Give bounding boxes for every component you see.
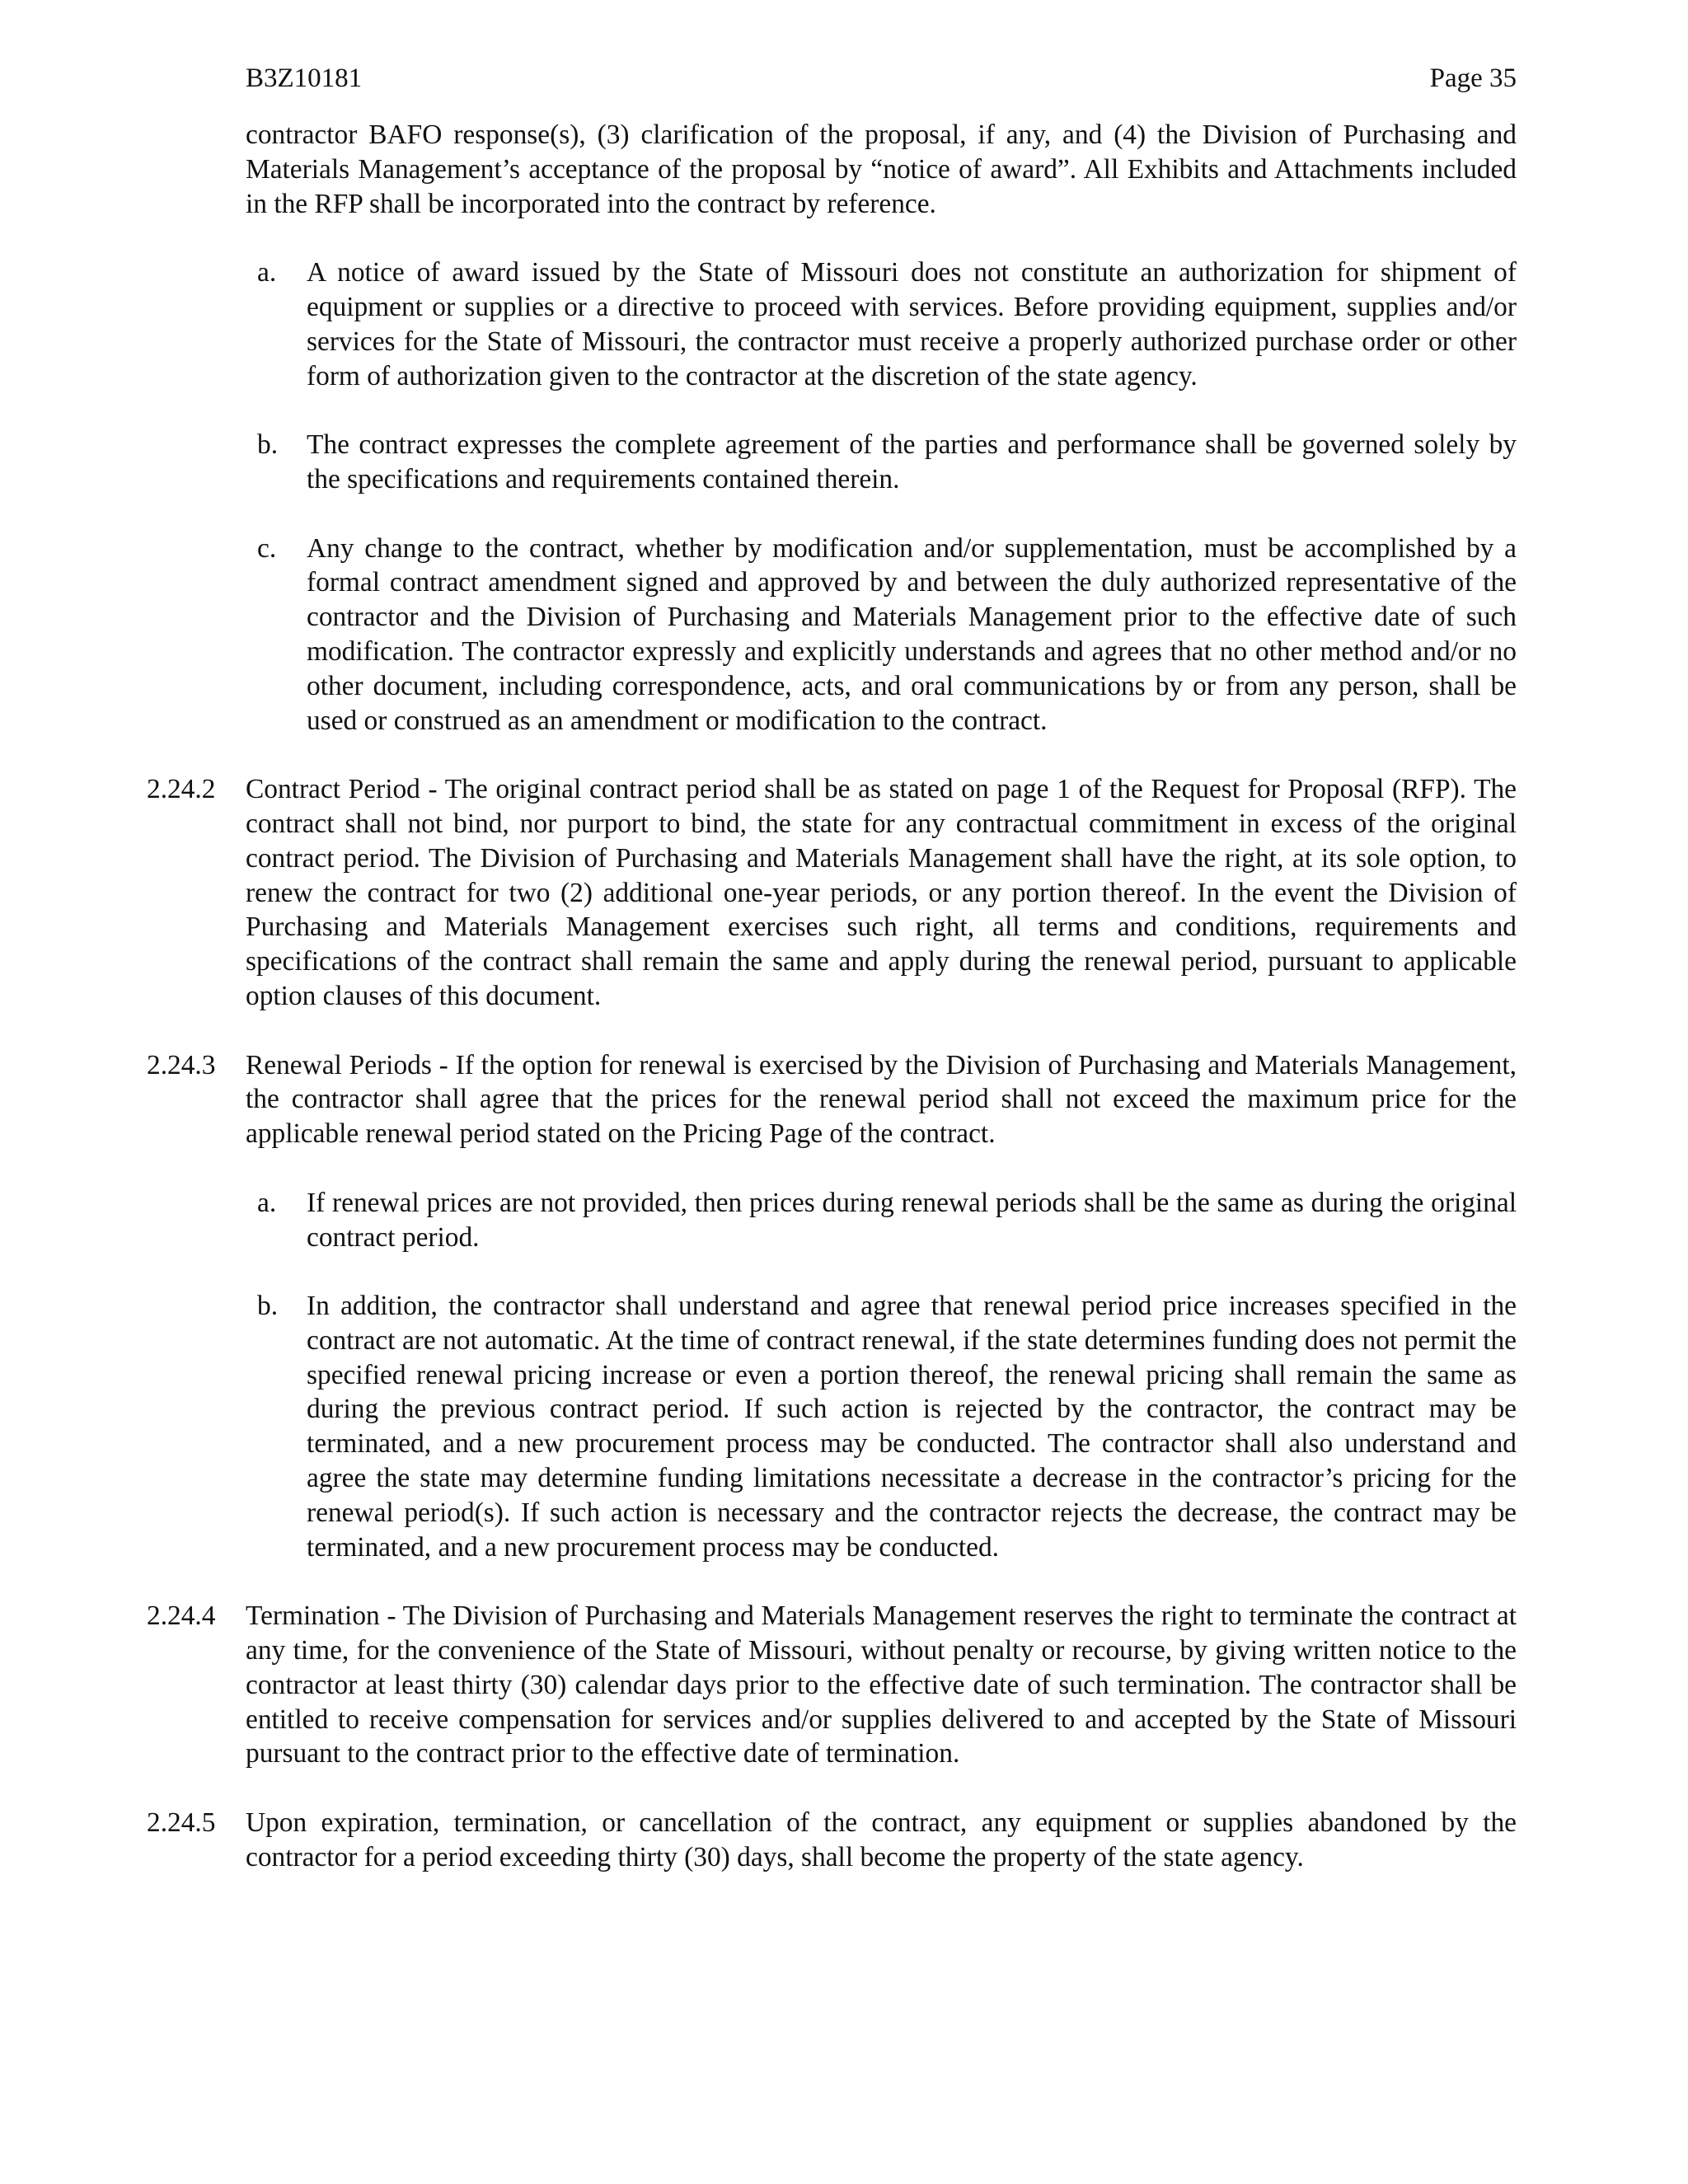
document-body	[0, 118, 1688, 1875]
section-text: Termination - The Division of Purchasing and Materials Management reserves the right to terminate the contract at any time, for the convenience of the State of Missouri, without penalty or recourse, by giving written notice to the contractor at least thirty (30) calendar days prior to the effective date of such termination. The contractor shall be entitled to receive compensation for services and/or supplies delivered to and accepted by the State of Missouri pursuant to the contract prior to the effective date of termination.	[246, 1601, 1517, 1769]
list-item-letter: b.	[257, 429, 279, 461]
section-number: 2.24.3	[147, 1049, 216, 1080]
section-2-24-2	[147, 772, 1517, 1014]
list-item-letter: a.	[257, 1187, 277, 1218]
list-item-text: Any change to the contract, whether by modification and/or supplementation, must be accomplished by a formal contract amendment signed and approved by and between the duly authorized representative of the contractor and the Division of Purchasing and Materials Management prior to the effective date of such modification. The contractor expressly and explicitly understands and agrees that no other method and/or no other document, including correspondence, acts, and oral communications by or from any person, shall be used or construed as an amendment or modification to the contract.	[307, 532, 1517, 736]
section-number: 2.24.5	[147, 1807, 216, 1839]
list-item-text: If renewal prices are not provided, then prices during renewal periods shall be the same as during the original contract period.	[307, 1187, 1517, 1253]
section-2-24-4	[147, 1599, 1517, 1771]
section-text: Upon expiration, termination, or cancellation of the contract, any equipment or supplies abandoned by the contractor for a period exceeding thirty (30) days, shall become the property of the state agency.	[246, 1807, 1517, 1872]
list-item	[257, 255, 1517, 393]
list-item-letter: c.	[257, 532, 277, 564]
list-item	[257, 1186, 1517, 1255]
list-item-letter: a.	[257, 257, 277, 288]
section-text: Contract Period - The original contract period shall be as stated on page 1 of the Request for Proposal (RFP). The contract shall not bind, nor purport to bind, the state for any contractual commitment in excess of the original contract period. The Division of Purchasing and Materials Management shall have the right, at its sole option, to renew the contract for two (2) additional one-year periods, or any portion thereof. In the event the Division of Purchasing and Materials Management exercises such right, all terms and conditions, requirements and specifications of the contract shall remain the same and apply during the renewal period, pursuant to applicable option clauses of this document.	[246, 774, 1517, 1011]
page-number: Page 35	[1429, 63, 1517, 93]
section-text: Renewal Periods - If the option for renewal is exercised by the Division of Purchasing and Materials Management, the contractor shall agree that the prices for the renewal period shall not exceed the maximum price for the applicable renewal period stated on the Pricing Page of the contract.	[246, 1049, 1517, 1150]
section-number: 2.24.4	[147, 1601, 216, 1632]
list-item-text: In addition, the contractor shall understand and agree that renewal period price increases specified in the contract are not automatic. At the time of contract renewal, if the state determines funding does not permit the specified renewal pricing increase or even a portion thereof, the renewal pricing shall remain the same as during the previous contract period. If such action is rejected by the contractor, the contract may be terminated, and a new procurement process may be conducted. The contractor shall also understand and agree the state may determine funding limitations necessitate a decrease in the contractor’s pricing for the renewal period(s). If such action is necessary and the contractor rejects the decrease, the contract may be terminated, and a new procurement process may be conducted.	[307, 1291, 1517, 1563]
document-id: B3Z10181	[246, 63, 363, 93]
intro-paragraph: contractor BAFO response(s), (3) clarification of the proposal, if any, and (4) the Division of Purchasing and Materials Management’s acceptance of the proposal by “notice of award”. All Exhibits and Attachments included in the RFP shall be incorporated into the contract by reference.	[246, 120, 1517, 219]
list-item	[257, 428, 1517, 497]
section-number: 2.24.2	[147, 774, 216, 805]
list-item	[257, 532, 1517, 738]
list-item-letter: b.	[257, 1291, 279, 1322]
list-item	[257, 1289, 1517, 1564]
section-2-24-3	[147, 1048, 1517, 1151]
list-item-text: A notice of award issued by the State of Missouri does not constitute an authorization for shipment of equipment or supplies or a directive to proceed with services. Before providing equipment, supplies and/or services for the State of Missouri, the contractor must receive a properly authorized purchase order or other form of authorization given to the contractor at the discretion of the state agency.	[307, 257, 1517, 391]
list-item-text: The contract expresses the complete agreement of the parties and performance shall be governed solely by the specifications and requirements contained therein.	[307, 429, 1517, 494]
section-2-24-5	[147, 1806, 1517, 1875]
page-header	[246, 59, 1517, 97]
